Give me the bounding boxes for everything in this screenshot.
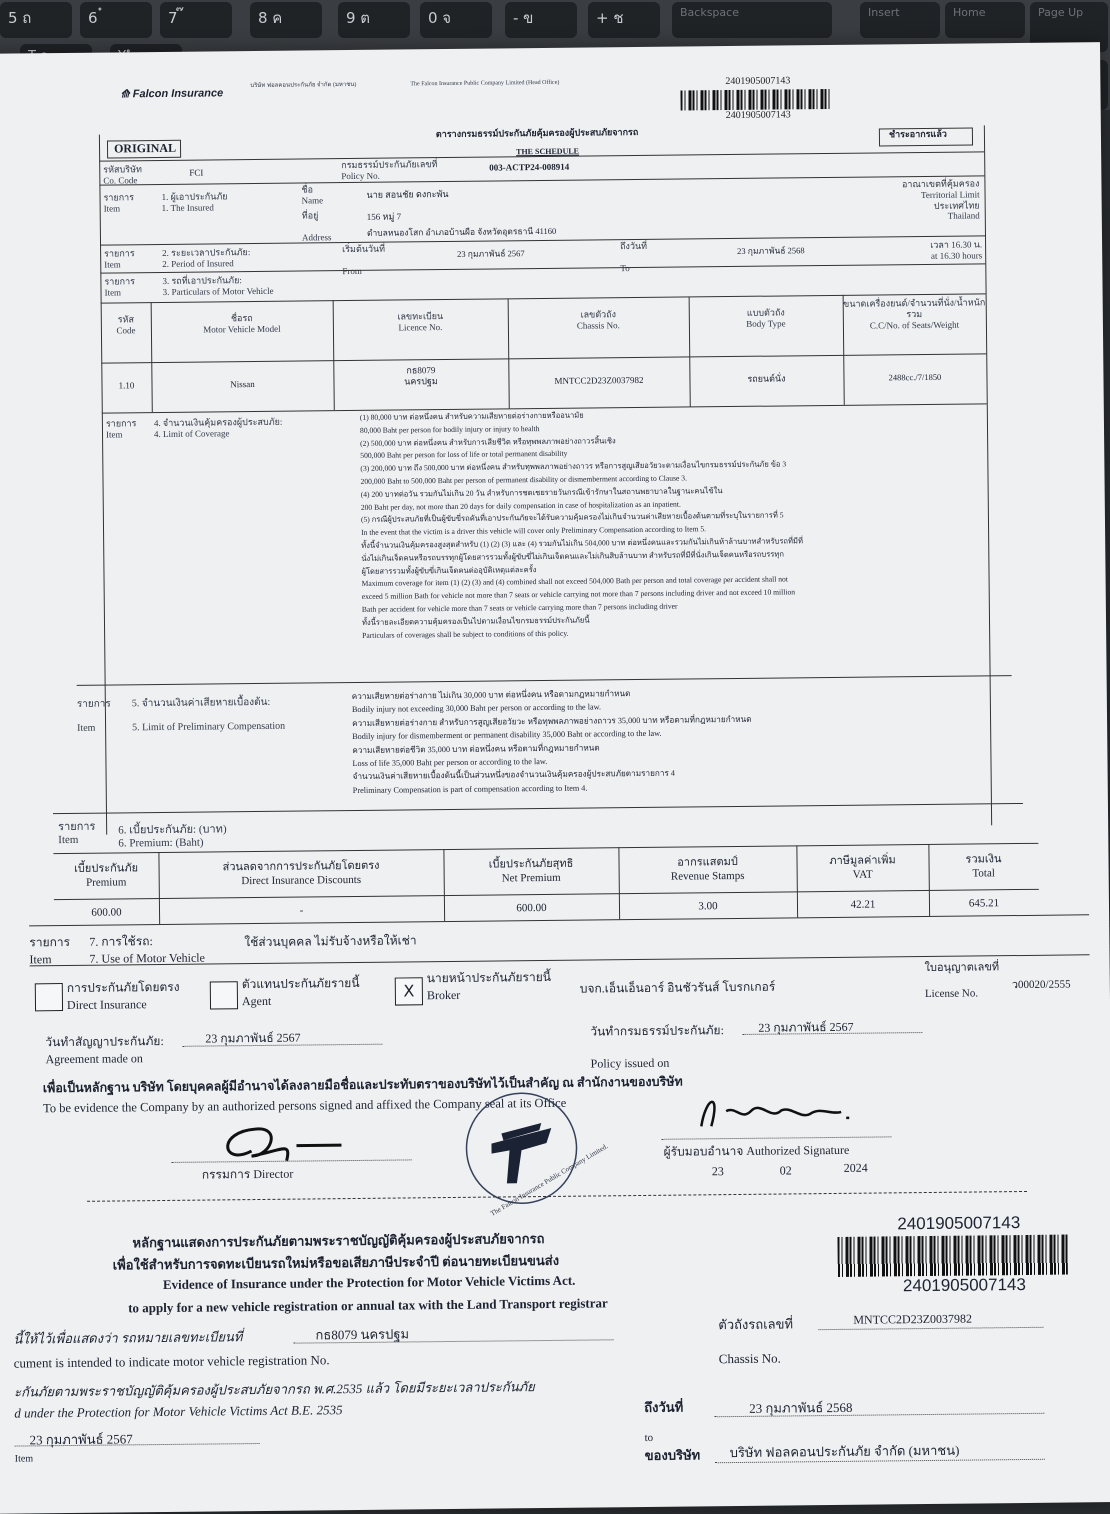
vehicle-chassis: MNTCC2D23Z0037982 bbox=[554, 374, 644, 386]
evidence-title-english-2: to apply for a new vehicle registration or annual tax with the Land Transport registrar bbox=[128, 1295, 608, 1316]
item4-label: รายการ Item bbox=[105, 418, 137, 440]
falcon-logo-icon: ⟰ bbox=[120, 88, 133, 101]
evidence-item-label: Item bbox=[14, 1453, 34, 1465]
address-line-1: 156 หมู่ 7 bbox=[366, 211, 402, 222]
direct-insurance-checkbox bbox=[35, 983, 63, 1011]
period-to: 23 กุมภาพันธ์ 2568 bbox=[737, 245, 805, 256]
insurer-name: บริษัท ฟอลคอนประกันภัย จำกัด (มหาชน) bbox=[729, 1442, 960, 1461]
paid-badge-text: ชำระอากรแล้ว bbox=[888, 128, 947, 140]
company-name-english: The Falcon Insurance Public Company Limited (Head Office) bbox=[410, 79, 560, 88]
evidence-to-label-english: to bbox=[644, 1431, 654, 1444]
keyboard-key: 7 ๊ bbox=[160, 2, 232, 38]
address-line-2: ตำบลหนองโสก อำเภอบ้านผือ จังหวัดอุดรธานี 41160 bbox=[366, 225, 557, 238]
authorized-signature bbox=[681, 1084, 882, 1136]
name-label: ชื่อ Name bbox=[301, 184, 324, 206]
evidence-statement-thai: เพื่อเป็นหลักฐาน บริษัท โดยบุคคลผู้มีอำนาจได้ลงลายมือชื่อและประทับตราของบริษัทไว้เป็นสำคัญ ณ สำนักงานของบริษัท bbox=[42, 1074, 683, 1096]
evidence-barcode-number: 2401905007143 bbox=[897, 1213, 1021, 1234]
vehicle-model: Nissan bbox=[230, 379, 255, 390]
territorial-limit: อาณาเขตที่คุ้มครอง Territorial Limit ประเทศไทย Thailand bbox=[901, 178, 980, 222]
vehicle-code: 1.10 bbox=[118, 380, 135, 391]
agent-label: ตัวแทนประกันภัยรายนี้ Agent bbox=[241, 975, 360, 1009]
vehicle-use-value: ใช้ส่วนบุคคล ไม่รับจ้างหรือให้เช่า bbox=[244, 933, 417, 950]
item7-label: รายการ Item bbox=[29, 934, 71, 967]
insurance-policy-document bbox=[0, 42, 1110, 1514]
keyboard-key: 9 ต bbox=[338, 2, 410, 38]
policy-issued-label: วันทำกรมธรรม์ประกันภัย: Policy issued on bbox=[590, 1023, 724, 1071]
license-number: ว00020/2555 bbox=[1011, 978, 1071, 992]
license-label: ใบอนุญาตเลขที่ License No. bbox=[924, 961, 1000, 1001]
registration-number: กธ8079 นครปฐม bbox=[315, 1326, 410, 1343]
evidence-barcode-number-2: 2401905007143 bbox=[902, 1274, 1026, 1296]
signature-day: 23 bbox=[711, 1164, 724, 1179]
keyboard-key: Page Up bbox=[1030, 2, 1108, 52]
keyboard-key: - ข bbox=[505, 2, 577, 38]
discount-value: - bbox=[299, 904, 304, 917]
vehicle-header-chassis: เลขตัวถัง Chassis No. bbox=[576, 309, 620, 331]
insurer-label: ของบริษัท bbox=[644, 1447, 701, 1463]
preliminary-text: ความเสียหายต่อร่างกาย ไม่เกิน 30,000 บาท ต่อหนึ่งคน หรือตามกฎหมายกำหนด Bodily injury not exceeding 30,000 Baht per person or according to the law. ความเสียหายต่อร่างกาย สำหรับการสูญเสียอวัยวะ หรือทุพพลภาพอย่างถาวร 35,000 บาท หรือตามที่กฎหมายกำหนด Bodily injury for dismemberment or permanent disability 35,000 Baht or according to the law. ความเสียหายต่อชีวิต 35,000 บาท ต่อหนึ่งคน หรือตามที่กฎหมายกำหนด Loss of life 35,000 Baht per person or according to the law. จำนวนเงินค่าเสียหายเบื้องต้นนี้เป็นส่วนหนึ่งของจำนวนเงินคุ้มครองผู้ประสบภัยตามรายการ 4 Preliminary Compensation is part of compensation according to Item 4. bbox=[351, 689, 752, 795]
evidence-to-date: 23 กุมภาพันธ์ 2568 bbox=[749, 1399, 853, 1416]
signature-year: 2024 bbox=[843, 1160, 868, 1175]
premium-header-discount: ส่วนลดจากการประกันภัยโดยตรง Direct Insurance Discounts bbox=[222, 859, 380, 888]
signature-month: 02 bbox=[779, 1163, 792, 1178]
item4-title: 4. จำนวนเงินคุ้มครองผู้ประสบภัย: 4. Limit of Coverage bbox=[153, 416, 283, 439]
period-from: 23 กุมภาพันธ์ 2567 bbox=[457, 248, 525, 259]
item6-label: รายการ Item bbox=[58, 820, 96, 847]
registration-label: นี้ให้ไว้เพื่อแสดงว่า รถหมายเลขทะเบียนที่ bbox=[13, 1329, 243, 1347]
direct-insurance-label: การประกันภัยโดยตรง Direct Insurance bbox=[66, 979, 180, 1013]
keyboard-key: + ช bbox=[588, 2, 660, 38]
authorized-label: ผู้รับมอบอำนาจ Authorized Signature bbox=[663, 1142, 850, 1159]
item1-title: 1. ผู้เอาประกันภัย 1. The Insured bbox=[161, 191, 228, 213]
premium-header-net: เบี้ยประกันภัยสุทธิ Net Premium bbox=[488, 857, 574, 885]
seal-text: The Falcon Insurance Public Company Limited. bbox=[489, 1142, 610, 1218]
vehicle-header-code: รหัส Code bbox=[116, 314, 136, 336]
item2-title: 2. ระยะเวลาประกันภัย: 2. Period of Insured bbox=[162, 247, 251, 269]
act-statement-thai: ะกันภัยตามพระราชบัญญัติคุ้มครองผู้ประสบภัยจากรถ พ.ศ.2535 แล้ว โดยมีระยะเวลาประกันภัย bbox=[13, 1379, 535, 1400]
keyboard-key: 8 ค bbox=[250, 2, 322, 38]
premium-value: 600.00 bbox=[91, 906, 122, 919]
insured-name: นาย สอนชัย ดงกะพัน bbox=[366, 188, 449, 200]
keyboard-key: Home bbox=[945, 2, 1025, 38]
vehicle-header-licence: เลขทะเบียน Licence No. bbox=[397, 311, 444, 333]
revenue-stamps-value: 3.00 bbox=[698, 900, 718, 913]
vehicle-body: รถยนต์นั่ง bbox=[747, 373, 786, 384]
barcode-number-top-2: 2401905007143 bbox=[725, 109, 791, 122]
broker-checkbox: X bbox=[395, 977, 423, 1005]
keyboard-key: 5 ถ bbox=[0, 2, 72, 38]
keyboard-key: Insert bbox=[860, 2, 940, 38]
premium-header-stamps: อากรแสตมป์ Revenue Stamps bbox=[670, 855, 745, 883]
to-label: ถึงวันที่ To bbox=[620, 240, 648, 273]
registration-label-english: cument is intended to indicate motor vehicle registration No. bbox=[13, 1352, 330, 1371]
broker-name: บจก.เอ็นเอ็นอาร์ อินชัวรันส์ โบรกเกอร์ bbox=[579, 979, 776, 996]
net-premium-value: 600.00 bbox=[516, 901, 547, 915]
authorized-signature-line bbox=[661, 1136, 891, 1139]
evidence-to-label: ถึงวันที่ bbox=[644, 1399, 684, 1415]
keyboard-key: 0 จ bbox=[420, 2, 492, 38]
policy-issued-date: 23 กุมภาพันธ์ 2567 bbox=[758, 1019, 854, 1035]
keyboard-key: Backspace bbox=[672, 2, 832, 38]
evidence-title-english-1: Evidence of Insurance under the Protection for Motor Vehicle Victims Act. bbox=[162, 1272, 576, 1293]
item5-label: รายการ Item bbox=[76, 698, 111, 734]
document-title-thai: ตารางกรมธรรม์ประกันภัยคุ้มครองผู้ประสบภัยจากรถ bbox=[435, 126, 639, 140]
vehicle-spec: 2488cc./7/1850 bbox=[888, 371, 942, 383]
chassis-line bbox=[818, 1327, 1043, 1330]
evidence-title-thai-1: หลักฐานแสดงการประกันภัยตามพระราชบัญญัติคุ้มครองผู้ประสบภัยจากรถ bbox=[132, 1231, 545, 1251]
policy-no-label: กรมธรรม์ประกันภัยเลขที่ Policy No. bbox=[341, 159, 438, 181]
co-code-value: FCI bbox=[189, 167, 204, 178]
chassis-number: MNTCC2D23Z0037982 bbox=[853, 1311, 973, 1327]
evidence-barcode bbox=[837, 1235, 1067, 1277]
period-time: เวลา 16.30 น. at 16.30 hours bbox=[930, 239, 983, 261]
chassis-label: ตัวถังรถเลขที่ Chassis No. bbox=[718, 1316, 794, 1367]
item5-title: 5. จำนวนเงินค่าเสียหายเบื้องต้น: 5. Limit of Preliminary Compensation bbox=[131, 696, 286, 734]
company-logo: ⟰ Falcon Insurance bbox=[120, 87, 224, 101]
agent-checkbox bbox=[210, 981, 238, 1009]
item3-label: รายการ Item bbox=[104, 276, 135, 298]
broker-label: นายหน้าประกันภัยรายนี้ Broker bbox=[426, 969, 551, 1003]
vat-value: 42.21 bbox=[850, 898, 876, 911]
document-title-english: THE SCHEDULE bbox=[516, 146, 580, 157]
address-label: ที่อยู่ Address bbox=[301, 210, 332, 243]
evidence-statement-english: To be evidence the Company by an authorized persons signed and affixed the Company seal at its Office bbox=[43, 1095, 567, 1116]
premium-header-premium: เบี้ยประกันภัย Premium bbox=[74, 862, 139, 889]
company-name-thai: บริษัท ฟอลคอนประกันภัย จำกัด (มหาชน) bbox=[250, 81, 357, 90]
agreement-date-label: วันทำสัญญาประกันภัย: Agreement made on bbox=[45, 1033, 164, 1067]
director-label: กรรมการ Director bbox=[201, 1166, 294, 1182]
act-statement-english: d under the Protection for Motor Vehicle Victims Act B.E. 2535 bbox=[14, 1402, 343, 1421]
item2-label: รายการ Item bbox=[104, 248, 135, 270]
vehicle-licence: กธ8079 นครปฐม bbox=[404, 365, 438, 387]
evidence-from-date: 23 กุมภาพันธ์ 2567 bbox=[29, 1431, 133, 1448]
vehicle-header-spec: ขนาดเครื่องยนต์/จำนวนที่นั่ง/น้ำหนักรวม C.C/No. of Seats/Weight bbox=[843, 297, 986, 331]
coverage-text: (1) 80,000 บาท ต่อหนึ่งคน สำหรับความเสียหายต่อร่างกายหรืออนามัย 80,000 Baht per person for bodily injury or injury to health (2) 500,000 บาท ต่อหนึ่งคน สำหรับการเสียชีวิต หรือทุพพลภาพอย่างถาวรสิ้นเชิง 500,000 Baht per person for loss of life or total permanent disability (3) 200,000 บาท ถึง 500,000 บาท ต่อหนึ่งคน สำหรับทุพพลภาพอย่างถาวร หรือการสูญเสียอวัยวะตามเงื่อนไขกรมธรรม์ประกันภัย ข้อ 3 200,000 Baht to 500,000 Baht per person of permanent disability or dismemberment according to Clause 3. (4) 200 บาทต่อวัน รวมกันไม่เกิน 20 วัน สำหรับการชดเชยรายวันกรณีเข้ารักษาในสถานพยาบาลในฐานะคนไข้ใน 200 Baht per day, not more than 20 days for daily compensation in case of hospitalization as an inpatient. (5) กรณีผู้ประสบภัยที่เป็นผู้ขับขี่รถคันที่เอาประกันภัยจะได้รับความคุ้มครองไม่เกินจำนวนค่าเสียหายเบื้องต้นตามที่ระบุในรายการที่ 5 In the event that the victim is a driver this vehicle will cover only Preliminary Compensation according to Item 5. ทั้งนี้จำนวนเงินคุ้มครองสูงสุดสำหรับ (1) (2) (3) และ (4) รวมกันไม่เกิน 504,000 บาท ต่อหนึ่งคนและรวมกันไม่เกินห้าล้านบาทสำหรับรถที่มีที่ นั่งไม่เกินเจ็ดคนหรือรถบรรทุกผู้โดยสารรวมทั้งผู้ขับขี่ไม่เกินเจ็ดคนและไม่เกินสิบล้านบาท สำหรับรถที่มีที่นั่งเกินเจ็ดคนหรือรถบรรทุก ผู้โดยสารรวมทั้งผู้ขับขี่เกินเจ็ดคนต่ออุบัติเหตุแต่ละครั้ง Maximum coverage for item (1) (2) (3) and (4) combined shall not exceed 504,000 Bath per person and total coverage per accident shall not exceed 5 million Bath for vehicle not more than 7 seats or vehicle carrying not more than 7 persons including driver and not exceed 10 million Bath per accident for vehicle more than 7 seats or vehicle carrying more than 7 persons including driver ทั้งนี้รายละเอียดความคุ้มครองเป็นไปตามเงื่อนไขกรมธรรม์ประกันภัยนี้ Particulars of coverages shall be subject to conditions of this policy. bbox=[359, 410, 804, 640]
barcode-top bbox=[680, 89, 830, 111]
item3-title: 3. รถที่เอาประกันภัย: 3. Particulars of Motor Vehicle bbox=[162, 275, 274, 297]
premium-header-total: รวมเงิน Total bbox=[965, 853, 1002, 880]
policy-no-value: 003-ACTP24-008914 bbox=[489, 161, 570, 173]
barcode-number-top: 2401905007143 bbox=[725, 75, 791, 88]
co-code-label: รหัสบริษัท Co. Code bbox=[103, 164, 142, 186]
item7-title: 7. การใช้รถ: 7. Use of Motor Vehicle bbox=[89, 934, 206, 966]
vehicle-header-model: ชื่อรถ Motor Vehicle Model bbox=[203, 313, 281, 335]
item1-label: รายการ Item bbox=[103, 192, 135, 214]
vehicle-header-body: แบบตัวถัง Body Type bbox=[746, 307, 786, 329]
premium-header-vat: ภาษีมูลค่าเพิ่ม VAT bbox=[829, 854, 896, 881]
keyboard-key: 6 ๋ bbox=[80, 2, 152, 38]
item6-title: 6. เบี้ยประกันภัย: (บาท) 6. Premium: (Baht) bbox=[118, 823, 227, 850]
agreement-date: 23 กุมภาพันธ์ 2567 bbox=[205, 1030, 301, 1046]
total-value: 645.21 bbox=[968, 897, 1000, 910]
from-label: เริ่มต้นวันที่ From bbox=[342, 243, 386, 276]
original-label: ORIGINAL bbox=[113, 140, 177, 156]
evidence-title-thai-2: เพื่อใช้สำหรับการจดทะเบียนรถใหม่หรือขอเสียภาษีประจำปี ต่อนายทะเบียนขนส่ง bbox=[112, 1252, 560, 1273]
